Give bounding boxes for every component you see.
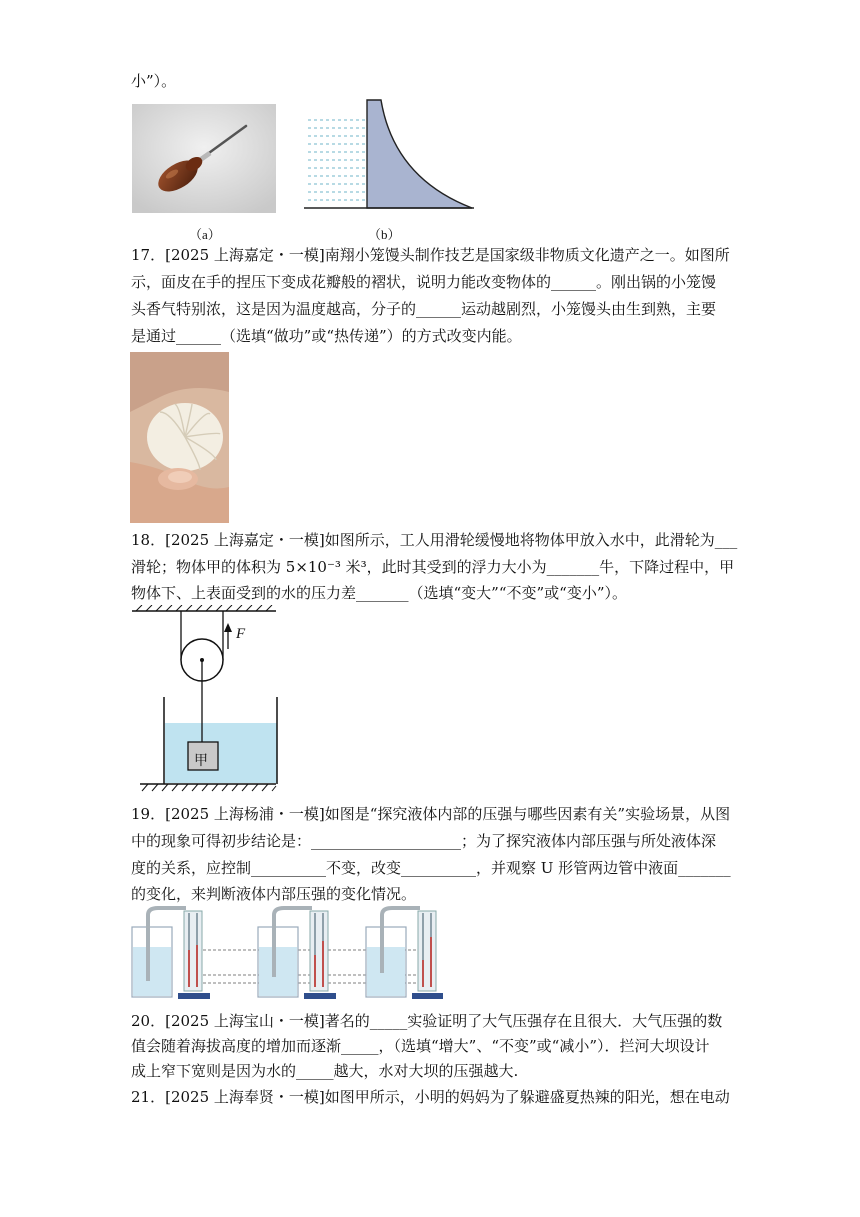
figure-17-dumpling-photo (130, 352, 229, 523)
top-fragment: 小”）。 (131, 72, 177, 90)
figure-16a-awl-photo (132, 104, 276, 213)
figure-18-pulley-diagram (130, 605, 278, 797)
q17-line-2: 示，面皮在手的捏压下变成花瓣般的褶状，说明力能改变物体的______。刚出锅的小笼馒 (131, 273, 717, 291)
q20-line-2: 值会随着海拔高度的增加而逐渐_____，（选填“增大”、“不变”或“减小”）．拦河大坝设计 (131, 1037, 710, 1055)
figure-16b-dam-diagram (304, 98, 476, 214)
force-label: F (236, 626, 246, 642)
caption-a: （a） (189, 227, 221, 242)
q20-line-1: 20．[2025 上海宝山・一模]著名的_____实验证明了大气压强存在且很大．大气压强的数 (131, 1012, 723, 1030)
q19-line-1: 19．[2025 上海杨浦・一模]如图是“探究液体内部的压强与哪些因素有关”实验场景，从图 (131, 805, 731, 823)
q18-line-3: 物体下、上表面受到的水的压力差_______（选填“变大”“不变”或“变小”）。 (131, 584, 628, 602)
q19-line-3: 度的关系，应控制__________不变，改变__________，并观察 U 形管两边管中液面_______ (131, 859, 731, 877)
q18-line-1: 18．[2025 上海嘉定・一模]如图所示，工人用滑轮缓慢地将物体甲放入水中，此滑轮为___ (131, 531, 738, 549)
q18-line-2: 滑轮；物体甲的体积为 5×10⁻³ 米³，此时其受到的浮力大小为_______牛，下降过程中，甲 (131, 558, 735, 576)
figure-19-pressure-experiment (128, 905, 443, 1005)
q19-line-2: 中的现象可得初步结论是：____________________；为了探究液体内部压强与所处液体深 (131, 832, 717, 850)
q21-line-1: 21．[2025 上海奉贤・一模]如图甲所示，小明的妈妈为了躲避盛夏热辣的阳光，想在电动 (131, 1088, 730, 1106)
q17-line-1: 17．[2025 上海嘉定・一模]南翔小笼馒头制作技艺是国家级非物质文化遗产之一。如图所 (131, 246, 730, 264)
q19-line-4: 的变化，来判断液体内部压强的变化情况。 (131, 885, 417, 903)
q17-line-3: 头香气特别浓，这是因为温度越高，分子的______运动越剧烈，小笼馒头由生到熟，主要 (131, 300, 717, 318)
q17-line-4: 是通过______（选填“做功”或“热传递”）的方式改变内能。 (131, 327, 522, 345)
q20-line-3: 成上窄下宽则是因为水的_____越大，水对大坝的压强越大. (131, 1062, 519, 1080)
caption-b: （b） (368, 227, 401, 242)
block-label: 甲 (194, 753, 208, 769)
